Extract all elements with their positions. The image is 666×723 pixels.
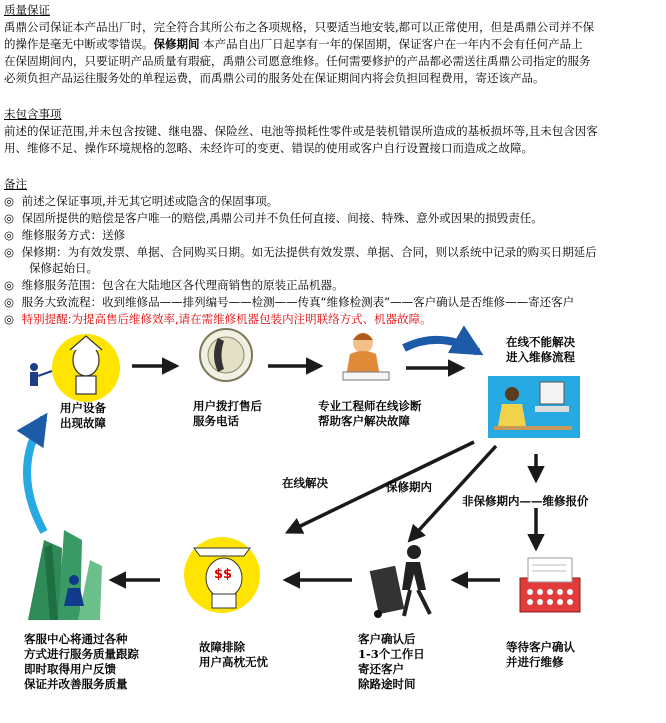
- online-solved-label: 在线解决: [282, 476, 328, 490]
- warranty-title: 质量保证: [4, 3, 50, 17]
- computer-workstation-icon: [488, 376, 580, 438]
- bullet-icon: ◎: [4, 295, 15, 309]
- bullet-icon: ◎: [4, 211, 15, 225]
- bullet-icon: ◎: [4, 228, 15, 242]
- out-of-warranty-label: 非保修期内——维修报价: [462, 494, 589, 508]
- step-enter-repair-label: 在线不能解决 进入维修流程: [506, 335, 575, 364]
- bullet-icon: ◎: [4, 245, 15, 259]
- note-item: ◎ 维修服务方式：送修: [4, 228, 126, 242]
- bullet-icon: ◎: [4, 194, 15, 208]
- device-fault-icon: [30, 334, 120, 402]
- phone-icon: [200, 329, 252, 381]
- note-item-continuation: 保修起始日。: [29, 261, 98, 275]
- warranty-line-1: 禹鼎公司保证本产品出厂时，完全符合其所公布之各项规格，只要适当地安装,都可以正常使用，但是禹鼎公司并不保: [4, 20, 595, 34]
- in-warranty-label: 保修期内: [386, 480, 432, 494]
- curved-arrow-to-repair: [404, 340, 478, 352]
- repair-quote-icon: [520, 558, 580, 612]
- step-return-label: 客户确认后 1-3个工作日 寄还客户 除路途时间: [358, 632, 425, 691]
- note-item: ◎ 维修服务范围：包含在大陆地区各代理商销售的原装正品机器。: [4, 278, 344, 292]
- courier-delivery-icon: [370, 545, 430, 618]
- note-item: ◎ 保固所提供的赔偿是客户唯一的赔偿,禹鼎公司并不负任何直接、间接、特殊、意外或因果的损毁责任。: [4, 211, 543, 225]
- warranty-line-4: 必须负担产品运往服务处的单程运费，而禹鼎公司的服务处在保证期间内将会负担回程费用，寄还该产品。: [4, 71, 545, 85]
- note-item: ◎ 服务大致流程：收到维修品——排列编号——检测——传真“维修检测表”——客户确认是否维修——寄还客户: [4, 295, 575, 309]
- step-await-confirm-label: 等待客户确认 并进行维修: [506, 640, 575, 669]
- warranty-line-3: 在保固期间内，只要证明产品质量有瑕疵，禹鼎公司愿意维修。任何需要修护的产品都必需送往禹鼎公司指定的服务: [4, 54, 591, 68]
- bullet-icon: ◎: [4, 312, 15, 326]
- exclusions-line-1: 前述的保证范围,并未包含按键、继电器、保险丝、电池等损耗性零件或是装机错误所造成的基板损坏等,且未包含因客: [4, 124, 598, 138]
- dollar-sign: $$: [214, 567, 233, 582]
- step-online-diagnosis-label: 专业工程师在线诊断 帮助客户解决故障: [318, 399, 422, 428]
- step-device-fault-label: 用户设备 出现故障: [60, 401, 106, 430]
- customer-service-city-icon: [28, 530, 102, 620]
- exclusions-title: 未包含事项: [4, 107, 62, 121]
- warranty-period-label: 保修期间: [153, 37, 200, 51]
- note-item: ◎ 保修期：为有效发票、单据、合同购买日期。如无法提供有效发票、单据、合同，则以系统中记录的购买日期延后: [4, 245, 597, 259]
- step-quality-tracking-label: 客服中心将通过各种 方式进行服务质量跟踪 即时取得用户反馈 保证并改善服务质量: [24, 632, 139, 691]
- note-item: ◎ 前述之保证事项,并无其它明述或隐含的保固事项。: [4, 194, 279, 208]
- bullet-icon: ◎: [4, 278, 15, 292]
- feedback-loop-arrow: [27, 418, 44, 532]
- highlight-text: 特别提醒:为提高售后维修效率,请在需维修机器包装内注明联络方式、机器故障。: [21, 312, 432, 326]
- warranty-line-2: 的操作是毫无中断或零错误。保修期间 本产品自出厂日起享有一年的保固期，保证客户在一年内不会有任何产品上: [4, 37, 583, 51]
- exclusions-line-2: 用、维修不足、操作环境规格的忽略、未经许可的变更、错误的使用或客户自行设置接口而造成之故障。: [4, 141, 533, 155]
- step-call-service-label: 用户拨打售后 服务电话: [193, 399, 262, 428]
- notes-title: 备注: [4, 177, 27, 191]
- engineer-icon: [343, 333, 389, 380]
- step-solved-label: 故障排除 用户高枕无忧: [199, 640, 268, 669]
